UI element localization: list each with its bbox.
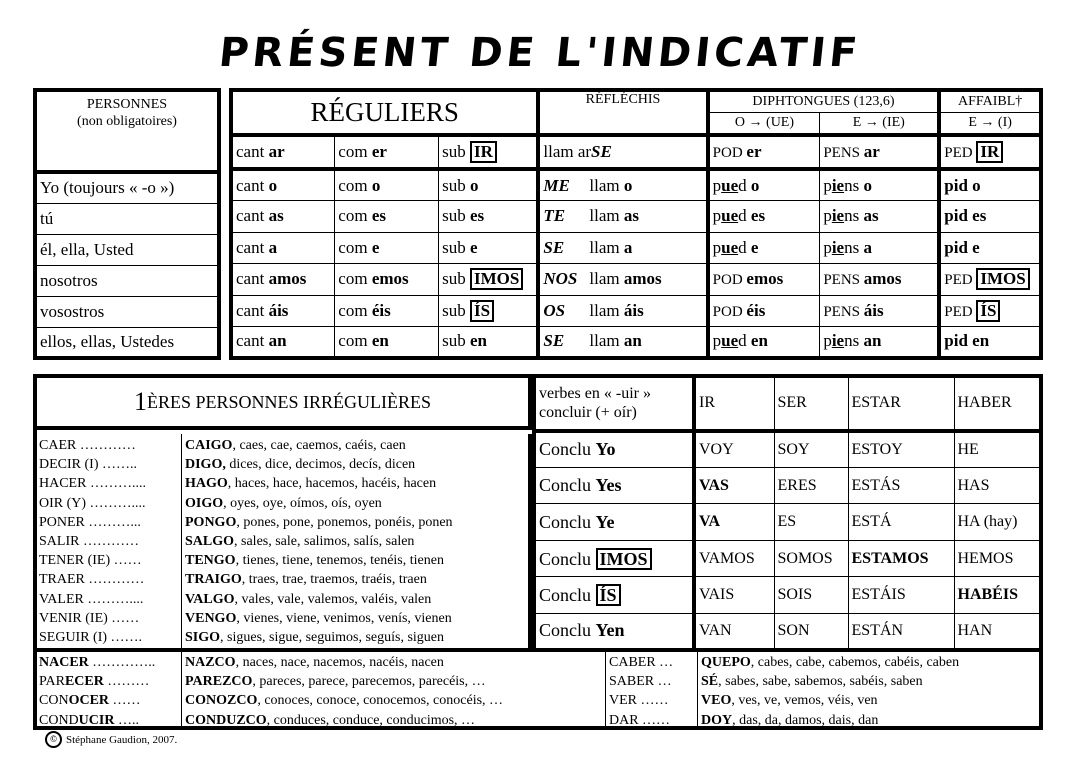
end-ie: an [863, 331, 882, 351]
end-ir: ÍS [470, 300, 494, 322]
inf-ie-stem: PENS [823, 144, 864, 161]
col-estar: ESTAR [851, 394, 901, 412]
inf-er-stem: com [338, 141, 372, 161]
person-ellos: ellos, ellas, Ustedes [40, 331, 175, 351]
conclu-and-auxiliaries [532, 378, 1039, 648]
end-ue: éis [746, 300, 766, 320]
misc-verb: SABER … [609, 674, 672, 690]
zc-form: CONOZCO, conoces, conoce, conocemos, conocéis, … [185, 693, 504, 709]
end-refl: o [623, 175, 633, 195]
ie-stem: PENS [823, 272, 864, 289]
misc-form: QUEPO, cabes, cabe, cabemos, cabéis, caben [701, 655, 960, 670]
irreg-verb-list [37, 434, 182, 648]
misc-verb: DAR …… [609, 712, 671, 728]
end-i: e [972, 237, 980, 257]
inf-ar-stem: cant [236, 141, 269, 161]
col-haber: HABER [957, 394, 1012, 412]
stem-ir: sub [442, 175, 471, 195]
inf-i-end: IR [976, 141, 1003, 163]
zc-verb: CONOCER …… [39, 693, 141, 709]
irreg-form: HAGO, haces, hace, hacemos, hacéis, hacen [185, 476, 437, 492]
end-refl: as [623, 206, 639, 226]
affaiblissement-header: AFFAIBL† [957, 93, 1023, 109]
irreg-verb: DECIR (I) …….. [39, 457, 137, 473]
end-er: e [371, 237, 380, 257]
ue-pre: p [712, 206, 722, 226]
i-stem: PED [944, 272, 977, 289]
person-el: él, ella, Usted [40, 239, 134, 259]
irreg-header-big: 1 [133, 387, 147, 416]
end-er: éis [371, 300, 391, 320]
misc-form: VEO, ves, ve, vemos, véis, ven [701, 693, 878, 709]
affaib-e-i: E → (I) [968, 114, 1012, 130]
ie-stem: ie [831, 175, 845, 195]
stem-ar: cant [236, 206, 269, 226]
ie-stem: PENS [823, 303, 864, 320]
stem-ir: sub [442, 331, 471, 351]
irreg-verb: TENER (IE) …… [39, 553, 142, 569]
person-yo: Yo (toujours « -o ») [40, 178, 175, 198]
page-title: PRÉSENT DE L'INDICATIF [216, 30, 864, 76]
ie-pre: p [823, 331, 832, 351]
irreg-form: VALGO, vales, vale, valemos, valéis, valen [185, 591, 432, 607]
end-ar: amos [268, 269, 307, 289]
inf-refl-end: SE [591, 141, 612, 161]
ie-stem: ie [831, 206, 845, 226]
stem-er: com [338, 300, 372, 320]
stem-er: com [338, 175, 372, 195]
copyright-icon: © [45, 731, 62, 748]
stem-refl: llam [589, 237, 624, 257]
irreg-verb: SEGUIR (I) ……. [39, 630, 143, 646]
inf-refl-stem: llam ar [543, 141, 592, 161]
ue-stem: POD [712, 303, 747, 320]
irreg-header-rest: ÈRES PERSONNES IRRÉGULIÈRES [146, 391, 432, 412]
regular-verbs-table [33, 88, 1043, 360]
zc-verb: NACER ………….. [39, 655, 156, 670]
stem-ir: sub [442, 237, 471, 257]
uir-header-2: concluir (+ oír) [539, 404, 637, 422]
stem-ir: sub [442, 300, 471, 320]
aux-row: Conclu Yes VAS ERES ESTÁS HAS [534, 467, 1041, 504]
person-vosotros: vosostros [40, 301, 105, 321]
stem-refl: llam [589, 206, 624, 226]
irregular-verbs-table [33, 374, 1043, 730]
inf-ie-end: ar [863, 141, 880, 161]
ue-stem: ue [721, 206, 739, 226]
zc-form: CONDUZCO, conduces, conduce, conducimos, … [185, 712, 476, 728]
reflechis-header: RÉFLÉCHIS [585, 92, 661, 107]
irregular-header [37, 378, 532, 430]
inf-ir-end: IR [470, 141, 497, 163]
end-refl: áis [623, 300, 644, 320]
ue-post: d [738, 331, 751, 351]
conj-row-vosotros [233, 295, 1039, 326]
end-i: en [972, 331, 990, 351]
end-ar: as [268, 206, 284, 226]
irreg-form: OIGO, oyes, oye, oímos, oís, oyen [185, 495, 382, 511]
aux-row: Conclu Ye VA ES ESTÁ HA (hay) [534, 504, 1041, 541]
irreg-form: CAIGO, caes, cae, caemos, caéis, caen [185, 438, 406, 453]
conj-row-nosotros [233, 264, 1039, 295]
end-ie: as [863, 206, 879, 226]
zc-form: NAZCO, naces, nace, nacemos, nacéis, nacen [185, 655, 444, 670]
end-ue: es [750, 206, 766, 226]
stem-ar: cant [236, 269, 269, 289]
aux-row: Conclu IMOS VAMOS SOMOS ESTAMOS HEMOS [534, 540, 1041, 577]
end-ar: o [268, 175, 278, 195]
irreg-verb: VALER ……….... [39, 591, 144, 607]
ue-stem: POD [712, 272, 747, 289]
aux-row: Conclu ÍS VAIS SOIS ESTÁIS HABÉIS [534, 577, 1041, 614]
ie-post: ns [844, 206, 864, 226]
conj-row-ellos [233, 326, 1039, 356]
end-er: es [371, 206, 386, 226]
end-ar: áis [268, 300, 289, 320]
ie-post: ns [844, 175, 864, 195]
copyright [45, 731, 177, 748]
irreg-verb: VENIR (IE) …… [39, 610, 140, 626]
end-refl: amos [623, 269, 662, 289]
ue-pre: p [712, 331, 722, 351]
end-ar: a [268, 237, 278, 257]
zc-verb-list [37, 652, 182, 730]
copyright-text: Stéphane Gaudion, 2007. [66, 733, 178, 746]
i-stem: pid [944, 331, 973, 351]
irreg-form: DIGO, dices, dice, decimos, decís, dicen [185, 457, 416, 473]
ie-post: ns [844, 237, 864, 257]
ue-post: d [738, 237, 751, 257]
end-ir: IMOS [470, 268, 523, 290]
end-er: emos [371, 269, 409, 289]
stem-refl: llam [589, 331, 624, 351]
end-i: es [972, 206, 987, 226]
stem-er: com [338, 206, 372, 226]
ie-post: ns [844, 331, 864, 351]
misc-form-list [698, 652, 1039, 730]
irreg-form: TENGO, tienes, tiene, tenemos, tenéis, tienen [185, 553, 444, 569]
inf-er-end: er [371, 141, 387, 161]
irreg-form: PONGO, pones, pone, ponemos, ponéis, ponen [185, 514, 453, 530]
ie-stem: ie [831, 237, 845, 257]
stem-refl: llam [589, 269, 624, 289]
i-stem: pid [944, 175, 973, 195]
stem-ir: sub [442, 206, 471, 226]
end-ir: o [470, 175, 479, 195]
stem-refl: llam [589, 300, 624, 320]
i-stem: pid [944, 206, 973, 226]
zc-verb: CONDUCIR ….. [39, 712, 139, 728]
aux-row: Conclu Yo VOY SOY ESTOY HE [534, 431, 1041, 468]
refl-pronoun: NOS [543, 269, 578, 289]
end-refl: a [623, 237, 633, 257]
end-er: o [371, 175, 381, 195]
misc-verb: CABER … [609, 655, 674, 670]
irreg-verb: SALIR ………… [39, 534, 139, 550]
stem-er: com [338, 269, 372, 289]
zc-form-list [182, 652, 606, 730]
inf-ir-stem: sub [442, 141, 471, 161]
persons-column [33, 88, 221, 360]
reguliers-header: RÉGULIERS [310, 96, 459, 127]
end-ir: en [470, 331, 488, 351]
person-nosotros: nosotros [40, 270, 98, 290]
end-ue: e [750, 237, 759, 257]
col-ser: SER [777, 394, 807, 412]
irreg-form: TRAIGO, traes, trae, traemos, traéis, traen [185, 572, 427, 588]
irreg-verb: OIR (Y) ……….... [39, 495, 146, 511]
ie-pre: p [823, 175, 832, 195]
misc-form: SÉ, sabes, sabe, sabemos, sabéis, saben [701, 674, 923, 690]
misc-verb: VER …… [609, 693, 669, 709]
ue-stem: ue [721, 331, 739, 351]
ue-stem: ue [721, 237, 739, 257]
irregular-first-persons [37, 434, 532, 648]
stem-ar: cant [236, 175, 269, 195]
end-refl: an [623, 331, 642, 351]
person-tu: tú [40, 208, 54, 228]
end-er: en [371, 331, 389, 351]
irreg-form-list [182, 434, 528, 648]
refl-pronoun: ME [543, 175, 570, 195]
ie-pre: p [823, 237, 832, 257]
i-stem: PED [944, 303, 977, 320]
ue-stem: ue [721, 175, 739, 195]
stem-er: com [338, 331, 372, 351]
inf-ue-stem: POD [712, 144, 747, 161]
uir-header-1: verbes en « -uir » [539, 385, 651, 403]
ue-post: d [738, 175, 751, 195]
irreg-form: SIGO, sigues, sigue, seguimos, seguís, siguen [185, 630, 445, 646]
ie-pre: p [823, 206, 832, 226]
stem-refl: llam [589, 175, 624, 195]
end-ir: es [470, 206, 485, 226]
end-i: IMOS [976, 268, 1029, 290]
persons-subheader: (non obligatoires) [77, 114, 177, 129]
irreg-form: VENGO, vienes, viene, venimos, venís, vienen [185, 610, 452, 626]
conj-row-yo [233, 169, 1039, 200]
irreg-form: SALGO, sales, sale, salimos, salís, salen [185, 534, 415, 550]
conj-row-el [233, 232, 1039, 263]
irreg-verb: CAER ………… [39, 438, 136, 453]
refl-pronoun: SE [543, 237, 565, 257]
zc-verb: PARECER ……… [39, 674, 150, 690]
irreg-verb: TRAER ………… [39, 572, 145, 588]
zc-form: PAREZCO, pareces, parece, parecemos, parecéis, … [185, 674, 486, 690]
conj-row-tu [233, 201, 1039, 232]
irreg-verb: PONER ………... [39, 514, 141, 530]
persons-header: PERSONNES [86, 97, 168, 112]
stem-ir: sub [442, 269, 471, 289]
end-ir: e [470, 237, 478, 257]
inf-ar-end: ar [268, 141, 285, 161]
refl-pronoun: SE [543, 331, 565, 351]
conjugation-grid [229, 88, 1043, 360]
col-ir: IR [699, 394, 715, 412]
refl-pronoun: OS [543, 300, 566, 320]
stem-er: com [338, 237, 372, 257]
diphtongues-header: DIPHTONGUES (123,6) [752, 93, 895, 109]
end-ie: áis [863, 300, 884, 320]
end-ie: amos [863, 269, 902, 289]
end-i: ÍS [976, 300, 1000, 322]
end-ue: emos [746, 269, 784, 289]
diph-o-ue: O → (UE) [734, 114, 795, 130]
end-i: o [972, 175, 981, 195]
misc-verb-list [606, 652, 698, 730]
ue-pre: p [712, 237, 722, 257]
inf-i-stem: PED [944, 144, 977, 161]
irreg-verb: HACER ……….... [39, 476, 146, 492]
end-ue: o [750, 175, 760, 195]
i-stem: pid [944, 237, 973, 257]
ue-post: d [738, 206, 751, 226]
stem-ar: cant [236, 300, 269, 320]
end-ar: an [268, 331, 287, 351]
diph-e-ie: E → (IE) [852, 114, 905, 130]
misc-form: DOY, das, da, damos, dais, dan [701, 712, 879, 728]
ie-stem: ie [831, 331, 845, 351]
refl-pronoun: TE [543, 206, 566, 226]
aux-row: Conclu Yen VAN SON ESTÁN HAN [534, 613, 1041, 648]
end-ie: o [863, 175, 872, 195]
inf-ue-end: er [746, 141, 762, 161]
end-ie: a [863, 237, 872, 257]
stem-ar: cant [236, 331, 269, 351]
zc-and-misc-verbs [37, 648, 1039, 730]
stem-ar: cant [236, 237, 269, 257]
end-ue: en [750, 331, 768, 351]
ue-pre: p [712, 175, 722, 195]
